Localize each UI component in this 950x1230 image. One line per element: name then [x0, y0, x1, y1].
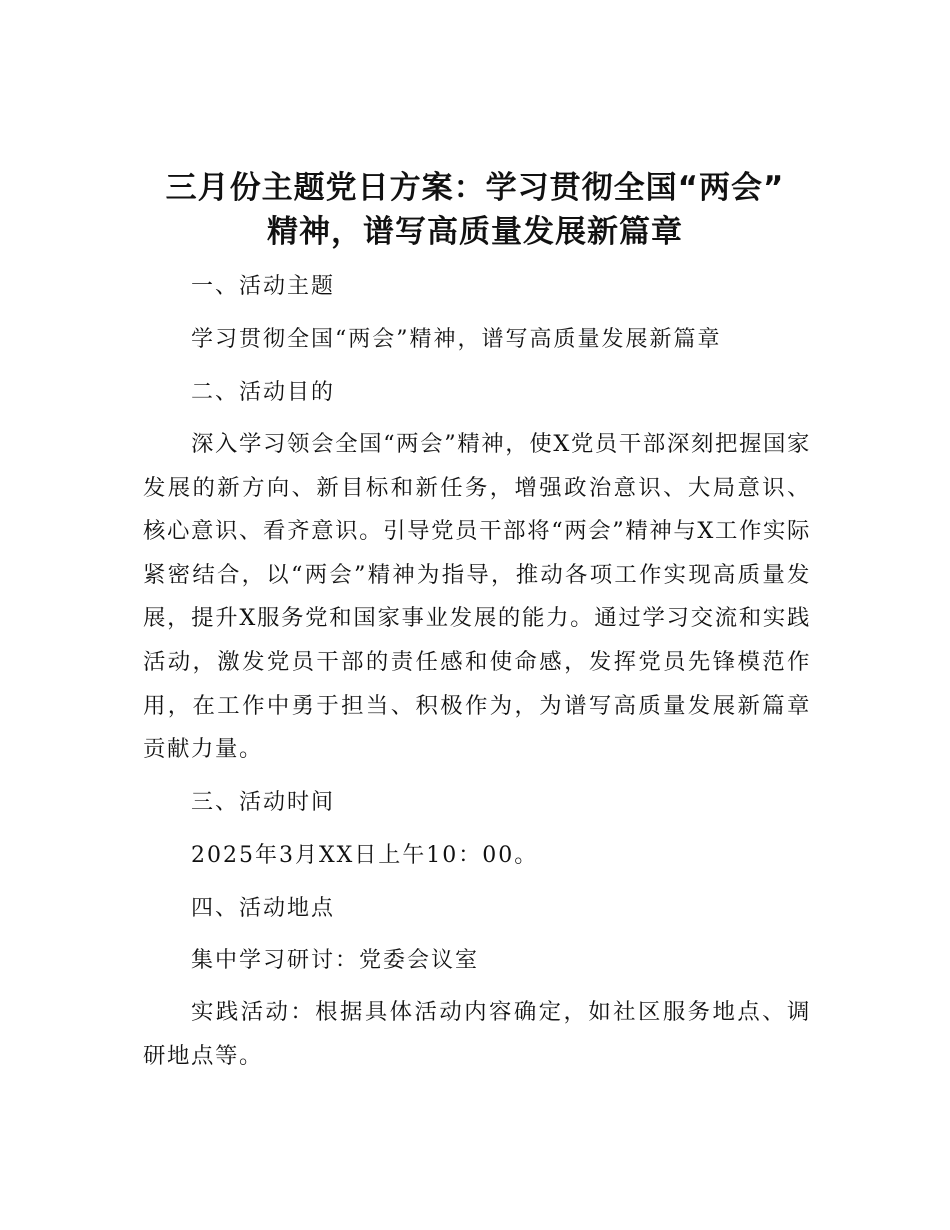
section-2-body: 深入学习领会全国“两会”精神，使X党员干部深刻把握国家发展的新方向、新目标和新任务，增强政治意识、大局意识、核心意识、看齐意识。引导党员干部将“两会”精神与X工作实际紧密结合，以“两会”精神为指导，推动各项工作实现高质量发展，提升X服务党和国家事业发展的能力。通过学习交流和实践活动，激发党员干部的责任感和使命感，发挥党员先锋模范作用，在工作中勇于担当、积极作为，为谱写高质量发展新篇章贡献力量。 — [143, 431, 811, 763]
section-1-body: 学习贯彻全国“两会”精神，谱写高质量发展新篇章 — [191, 327, 722, 352]
section-2-heading: 二、活动目的 — [191, 380, 336, 405]
section-4-item-1: 集中学习研讨：党委会议室 — [191, 948, 480, 973]
section-3-heading: 三、活动时间 — [191, 790, 336, 815]
section-4-heading: 四、活动地点 — [191, 896, 336, 921]
section-4-item-2: 实践活动：根据具体活动内容确定，如社区服务地点、调研地点等。 — [143, 999, 811, 1069]
document-title-line-2: 精神，谱写高质量发展新篇章 — [267, 214, 683, 250]
section-1-heading: 一、活动主题 — [191, 274, 336, 299]
document-title-line-1: 三月份主题党日方案：学习贯彻全国“两会” — [165, 170, 785, 206]
section-3-body: 2025年3月XX日上午10：00。 — [191, 843, 539, 868]
